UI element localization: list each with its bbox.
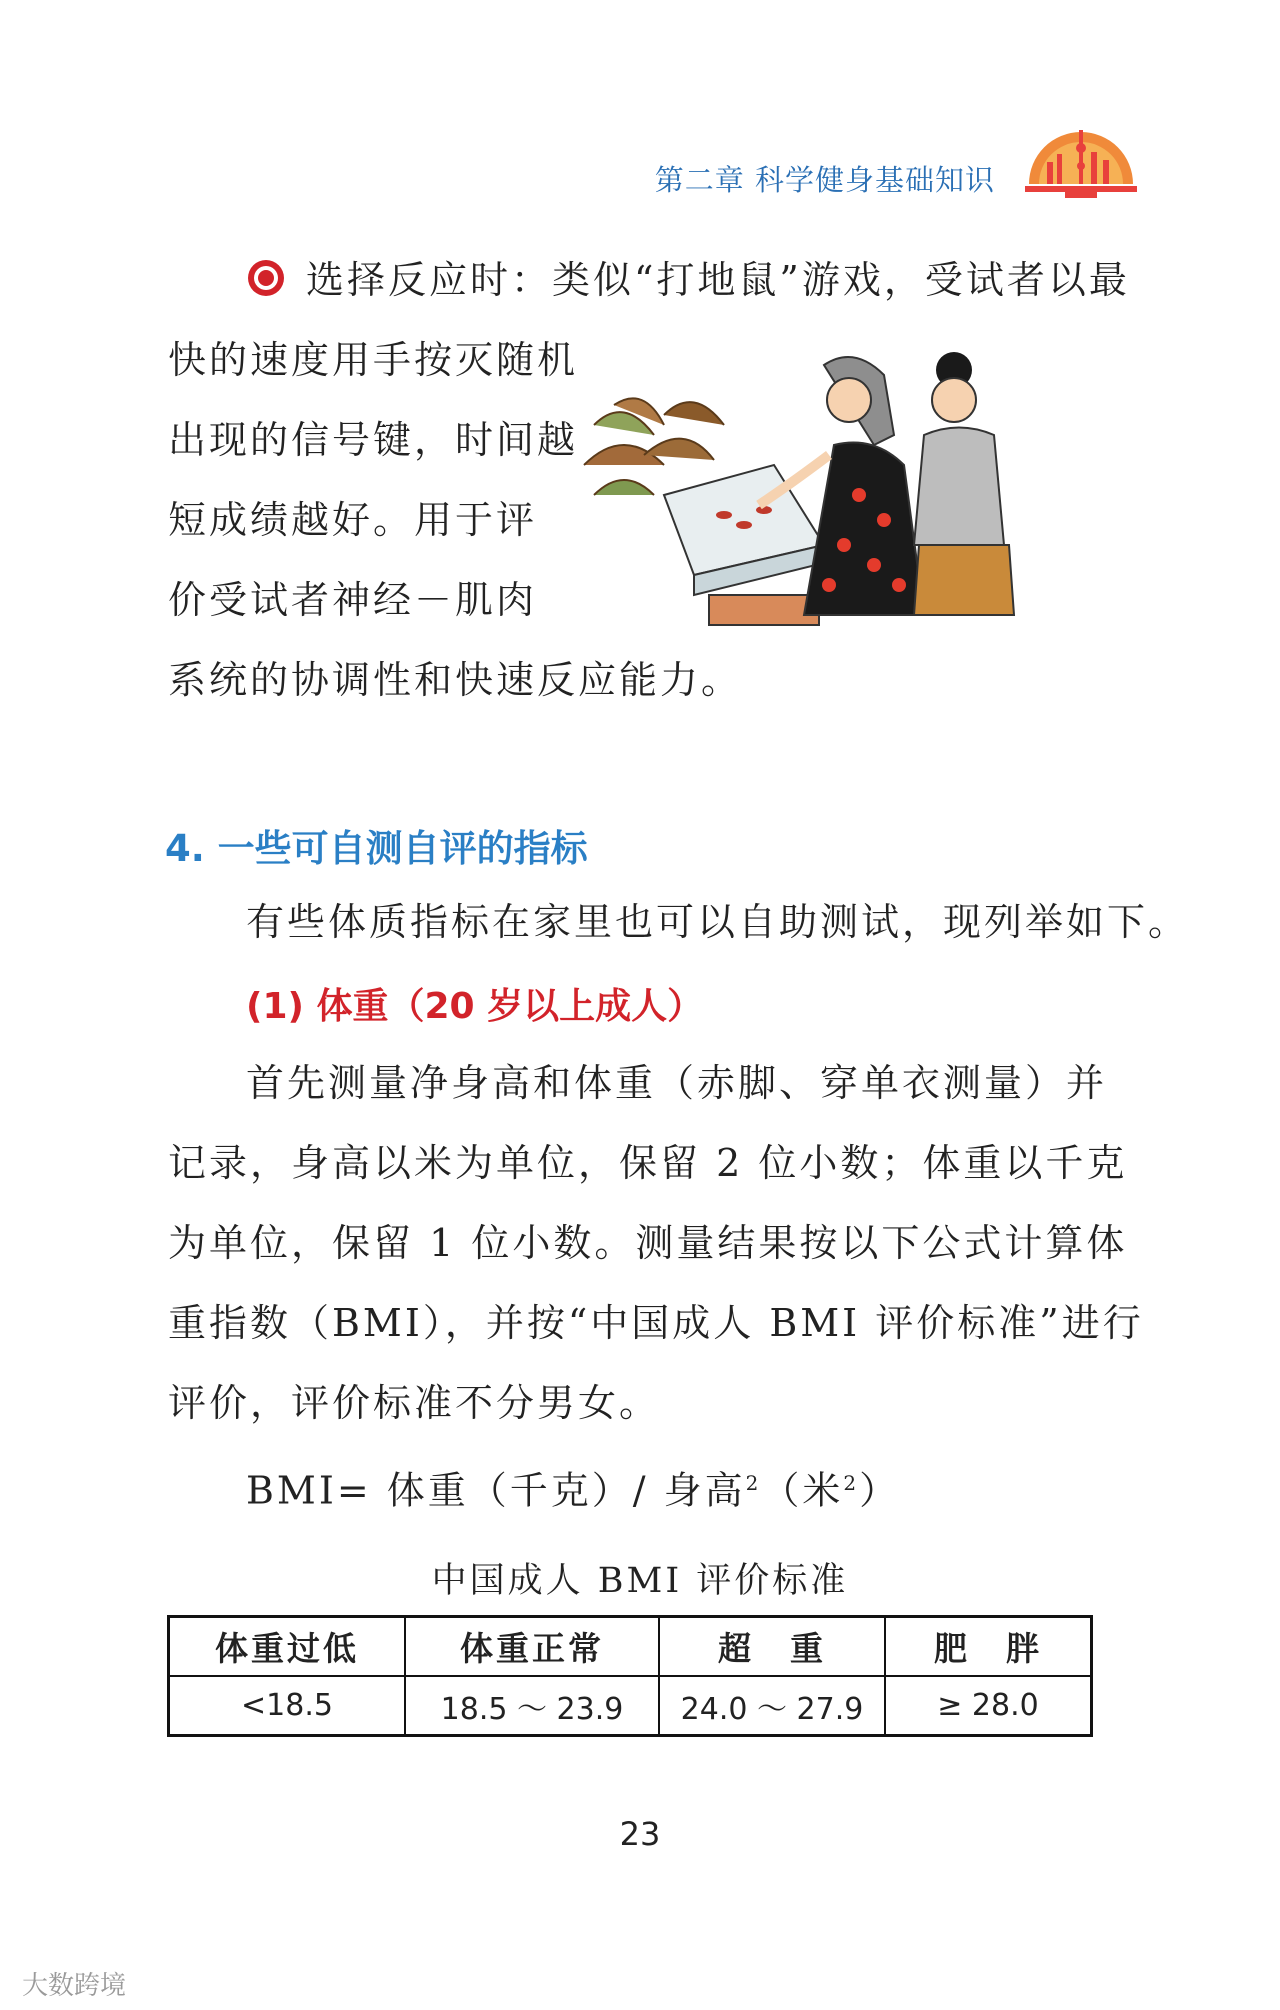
intro-line-2: 快的速度用手按灭随机 [168,338,579,382]
paragraph-line-4: 重指数（BMI），并按“中国成人 BMI 评价标准”进行 [168,1301,1144,1345]
intro-line-4: 短成绩越好。用于评 [168,498,538,542]
formula-main: BMI= 体重（千克）/ 身高 [246,1468,746,1513]
bmi-formula [246,1443,900,1531]
value-obese: ≥ 28.0 [885,1676,1092,1736]
value-normal: 18.5 ～ 23.9 [405,1676,659,1736]
watermark: 大数跨境 [22,1971,127,2001]
red-target-bullet-icon [246,258,286,298]
intro-line-5: 价受试者神经－肌肉 [168,578,538,622]
table-header-row [169,1617,1092,1677]
paragraph-line-3: 为单位，保留 1 位小数。测量结果按以下公式计算体 [168,1221,1128,1265]
value-overweight: 24.0 ～ 27.9 [659,1676,885,1736]
section-intro: 有些体质指标在家里也可以自助测试，现列举如下。 [246,900,1190,944]
intro-line-1: 选择反应时：类似“打地鼠”游戏，受试者以最 [306,258,1130,302]
bmi-standard-table [167,1615,1093,1737]
intro-line-6: 系统的协调性和快速反应能力。 [168,658,743,702]
section-title: 4. 一些可自测自评的指标 [165,827,588,870]
intro-line-3: 出现的信号键，时间越 [168,418,579,462]
formula-exponent-1: 2 [745,1471,762,1495]
table-row [169,1676,1092,1736]
chapter-title: 第二章 科学健身基础知识 [654,163,995,197]
paragraph-line-5: 评价，评价标准不分男女。 [168,1381,661,1425]
header-underweight: 体重过低 [169,1617,406,1677]
header-normal: 体重正常 [405,1617,659,1677]
table-caption: 中国成人 BMI 评价标准 [431,1561,849,1601]
formula-end: ） [859,1468,901,1513]
shanghai-skyline-logo-icon [1025,122,1137,200]
header-overweight: 超 重 [659,1617,885,1677]
paragraph-line-2: 记录，身高以米为单位，保留 2 位小数；体重以千克 [168,1141,1128,1185]
formula-exponent-2: 2 [843,1471,860,1495]
subsection-title: (1) 体重（20 岁以上成人） [246,986,704,1027]
reaction-test-cartoon-illustration [574,345,1064,630]
value-underweight: <18.5 [169,1676,406,1736]
header-obese: 肥 胖 [885,1617,1092,1677]
paragraph-line-1: 首先测量净身高和体重（赤脚、穿单衣测量）并 [246,1061,1108,1105]
formula-unit: （米 [761,1468,844,1513]
page-number: 23 [619,1815,661,1853]
